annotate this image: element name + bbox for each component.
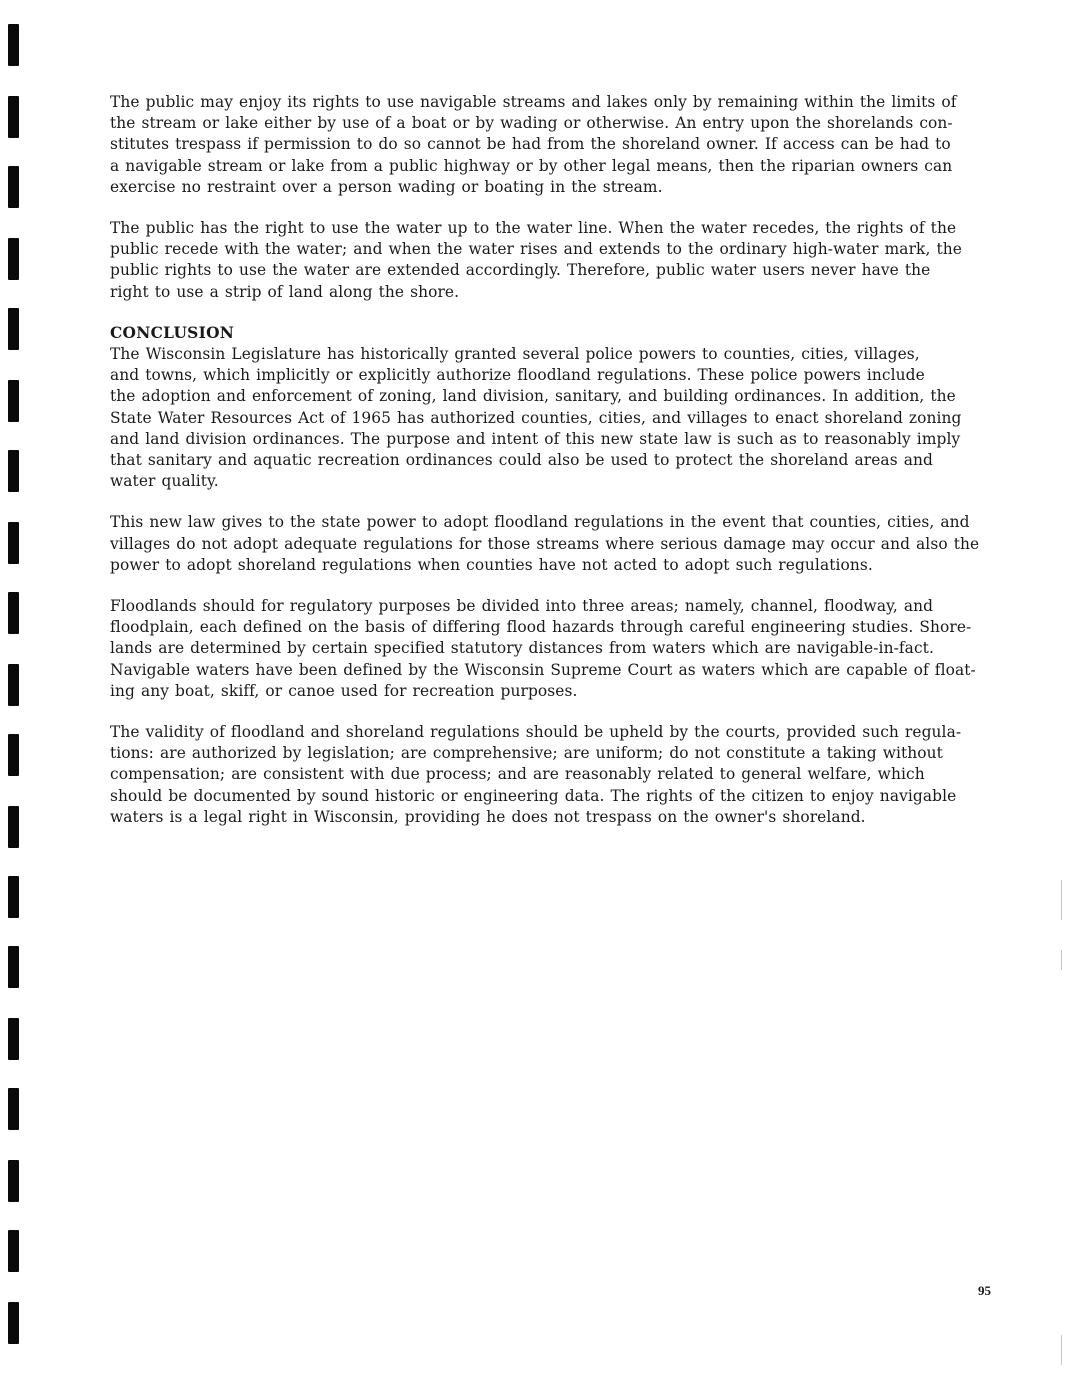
paragraph-state-power: This new law gives to the state power to adopt floodland regulations in the event that counties, cities, and villages do not adopt adequate regulations for those streams where serious damage may occur and also the power to adopt shoreland regulations when counties have not acted to adopt such regulations.: [110, 513, 980, 574]
binding-mark: [8, 806, 19, 848]
binding-mark: [8, 1088, 19, 1130]
binding-mark: [8, 96, 19, 138]
edge-mark: [1061, 950, 1062, 970]
page-content: [110, 92, 998, 848]
paragraph-water-line: The public has the right to use the water up to the water line. When the water recedes, the rights of the public recede with the water; and when the water rises and extends to the ordinary high-water mark, the public rights to use the water are extended accordingly. Therefore, public water users never have the right to use a strip of land along the shore.: [110, 219, 962, 301]
edge-mark: [1061, 1335, 1062, 1365]
paragraph-riparian-access: The public may enjoy its rights to use navigable streams and lakes only by remaining within the limits of the stream or lake either by use of a boat or by wading or otherwise. An entry upon the shorelands con- stitutes trespass if permission to do so cannot be had from the shoreland owner. If access can be had to a navigable stream or lake from a public highway or by other legal means, then the riparian owners can exercise no restraint over a person wading or boating in the stream.: [110, 93, 957, 196]
binding-mark: [8, 522, 19, 564]
paragraph-police-powers: The Wisconsin Legislature has historically granted several police powers to counties, cities, villages, and towns, which implicitly or explicitly authorize floodland regulations. These police powers include the adoption and enforcement of zoning, land division, sanitary, and building ordinances. In addition, the State Water Resources Act of 1965 has authorized counties, cities, and villages to enact shoreland zoning and land division ordinances. The purpose and intent of this new state law is such as to reasonably imply that sanitary and aquatic recreation ordinances could also be used to protect the shoreland areas and water quality.: [110, 345, 962, 491]
binding-mark: [8, 166, 19, 208]
binding-mark: [8, 380, 19, 422]
paragraph-validity: The validity of floodland and shoreland regulations should be upheld by the courts, provided such regula- tions: are authorized by legislation; are comprehensive; are uniform; do not constitute a taking without compensation; are consistent with due process; and are reasonably related to general welfare, which should be documented by sound historic or engineering data. The rights of the citizen to enjoy navigable waters is a legal right in Wisconsin, providing he does not trespass on the owner's shoreland.: [110, 723, 962, 826]
binding-mark: [8, 876, 19, 918]
binding-mark: [8, 308, 19, 350]
binding-mark: [8, 664, 19, 706]
binding-mark: [8, 946, 19, 988]
binding-mark: [8, 450, 19, 492]
section-heading-conclusion: CONCLUSION: [110, 323, 235, 342]
paragraph-floodland-areas: Floodlands should for regulatory purposes be divided into three areas; namely, channel, floodway, and floodplain, each defined on the basis of differing flood hazards through careful engineering studies. Shore- lands are determined by certain specified statutory distances from waters which are navigable-in-fact. Navigable waters have been defined by the Wisconsin Supreme Court as waters which are capable of float- ing any boat, skiff, or canoe used for recreation purposes.: [110, 597, 976, 700]
page-number: 95: [978, 1283, 991, 1298]
conclusion-section: [110, 323, 998, 828]
binding-mark: [8, 734, 19, 776]
binding-mark: [8, 238, 19, 280]
binding-mark: [8, 592, 19, 634]
binding-mark: [8, 1160, 19, 1202]
binding-mark: [8, 1302, 19, 1344]
edge-mark: [1061, 880, 1062, 920]
binding-mark: [8, 1230, 19, 1272]
binding-marks: [0, 0, 30, 1380]
binding-mark: [8, 1018, 19, 1060]
binding-mark: [8, 24, 19, 66]
